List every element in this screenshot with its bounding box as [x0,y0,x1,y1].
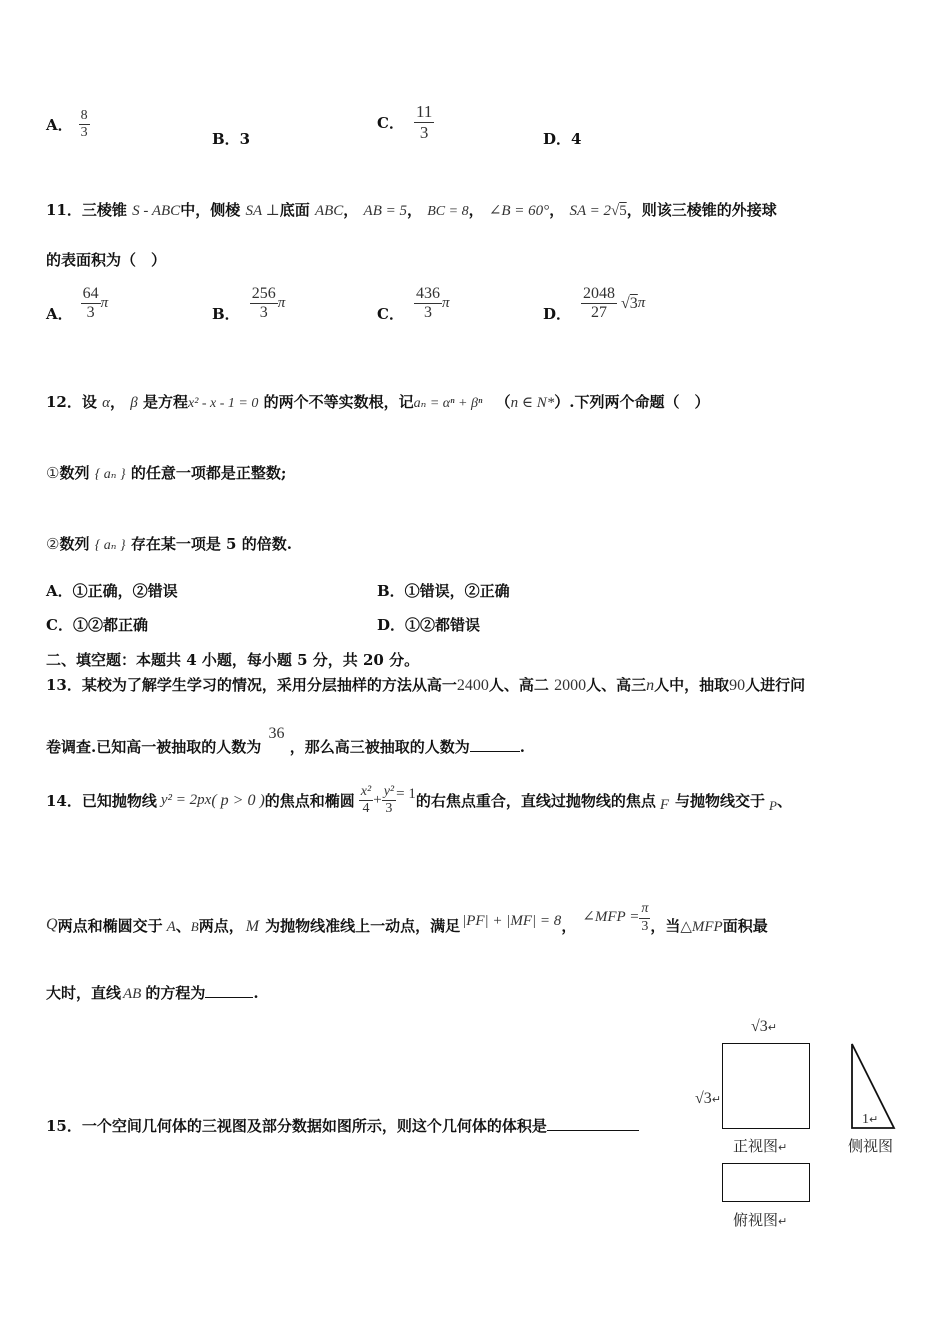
q12-statement-2: ②数列 { aₙ } 存在某一项是 5 的倍数. [46,535,292,553]
q14-stem-line3: 大时，直线 AB 的方程为 . [46,984,259,1002]
section-heading: 二、填空题：本题共 4 小题，每小题 5 分，共 20 分。 [46,651,420,669]
q10-option-a: A． $\frac{8}{3}$ [46,108,88,141]
q10-option-d: D．4 [543,130,582,148]
q11-stem-line2: 的表面积为（ ） [46,251,167,269]
q11-stem: 11．三棱锥 S - ABC中，侧棱 SA ⊥底面 ABC， AB = 5， BC = 8， ∠B = 60°， SA = 2√5，则该三棱锥的外接球 [46,201,777,219]
q13-stem: 13．某校为了解学生学习的情况，采用分层抽样的方法从高一2400人、高二 2000人、高三n人中，抽取90人进行问 [46,676,806,694]
front-view-square [722,1043,810,1129]
q11-option-b: B． $\frac{256}{3}$ π [212,284,286,323]
q10-option-c: C． $\frac{11}{3}$ [377,102,433,142]
side-view-caption: 侧视图 [848,1137,894,1155]
q14-stem-line2: Q 两点和椭圆交于 A 、 B 两点， M 为抛物线准线上一动点，满足 |PF| + |MF| = 8 ， ∠MFP = $\frac{\pi}{3}$ ，当 △MFP 面积最 [46,901,768,935]
q12-option-c: C．①②都正确 [46,616,148,634]
top-view-caption: 俯视图↵ [733,1211,788,1229]
q12-stem: 12．设 α， β 是方程x² - x - 1 = 0 的两个不等实数根，记aₙ = αⁿ + βⁿ （n ∈ N*）.下列两个命题（ ） [46,393,710,411]
q15-stem: 15．一个空间几何体的三视图及部分数据如图所示，则这个几何体的体积是 [46,1115,639,1136]
q11-option-c: C． $\frac{436}{3}$ π [377,284,450,323]
side-view-bottom-label: 1↵ [862,1112,879,1127]
q12-option-d: D．①②都错误 [377,616,481,634]
front-view-left-label: √3↵ [695,1090,721,1107]
q12-option-a: A．①正确，②错误 [46,582,178,600]
q10-option-b: B．3 [212,130,251,148]
q14-stem: 14． 已知抛物线 y² = 2px ( p > 0 ) 的焦点和椭圆 $\frac{\text{x²}}{4}$ + $\frac{\text{y²}}{3}$ = 1 的右焦点重合，直线过抛物线的焦点 F 与抛物线交于 P 、 [46,784,792,817]
q11-option-a: A． $\frac{64}{3}$ π [46,284,109,323]
front-view-top-label: √3↵ [751,1018,777,1035]
q13-stem-line2: 卷调查.已知高一被抽取的人数为 36 ，那么高三被抽取的人数为 . [46,725,525,756]
q12-statement-1: ①数列 { aₙ } 的任意一项都是正整数; [46,464,287,482]
q11-option-d: D． $\frac{2048}{27}$ √3 π [543,284,646,323]
front-view-caption: 正视图↵ [733,1137,788,1155]
top-view-rectangle [722,1163,810,1202]
q12-option-b: B．①错误，②正确 [377,582,510,600]
